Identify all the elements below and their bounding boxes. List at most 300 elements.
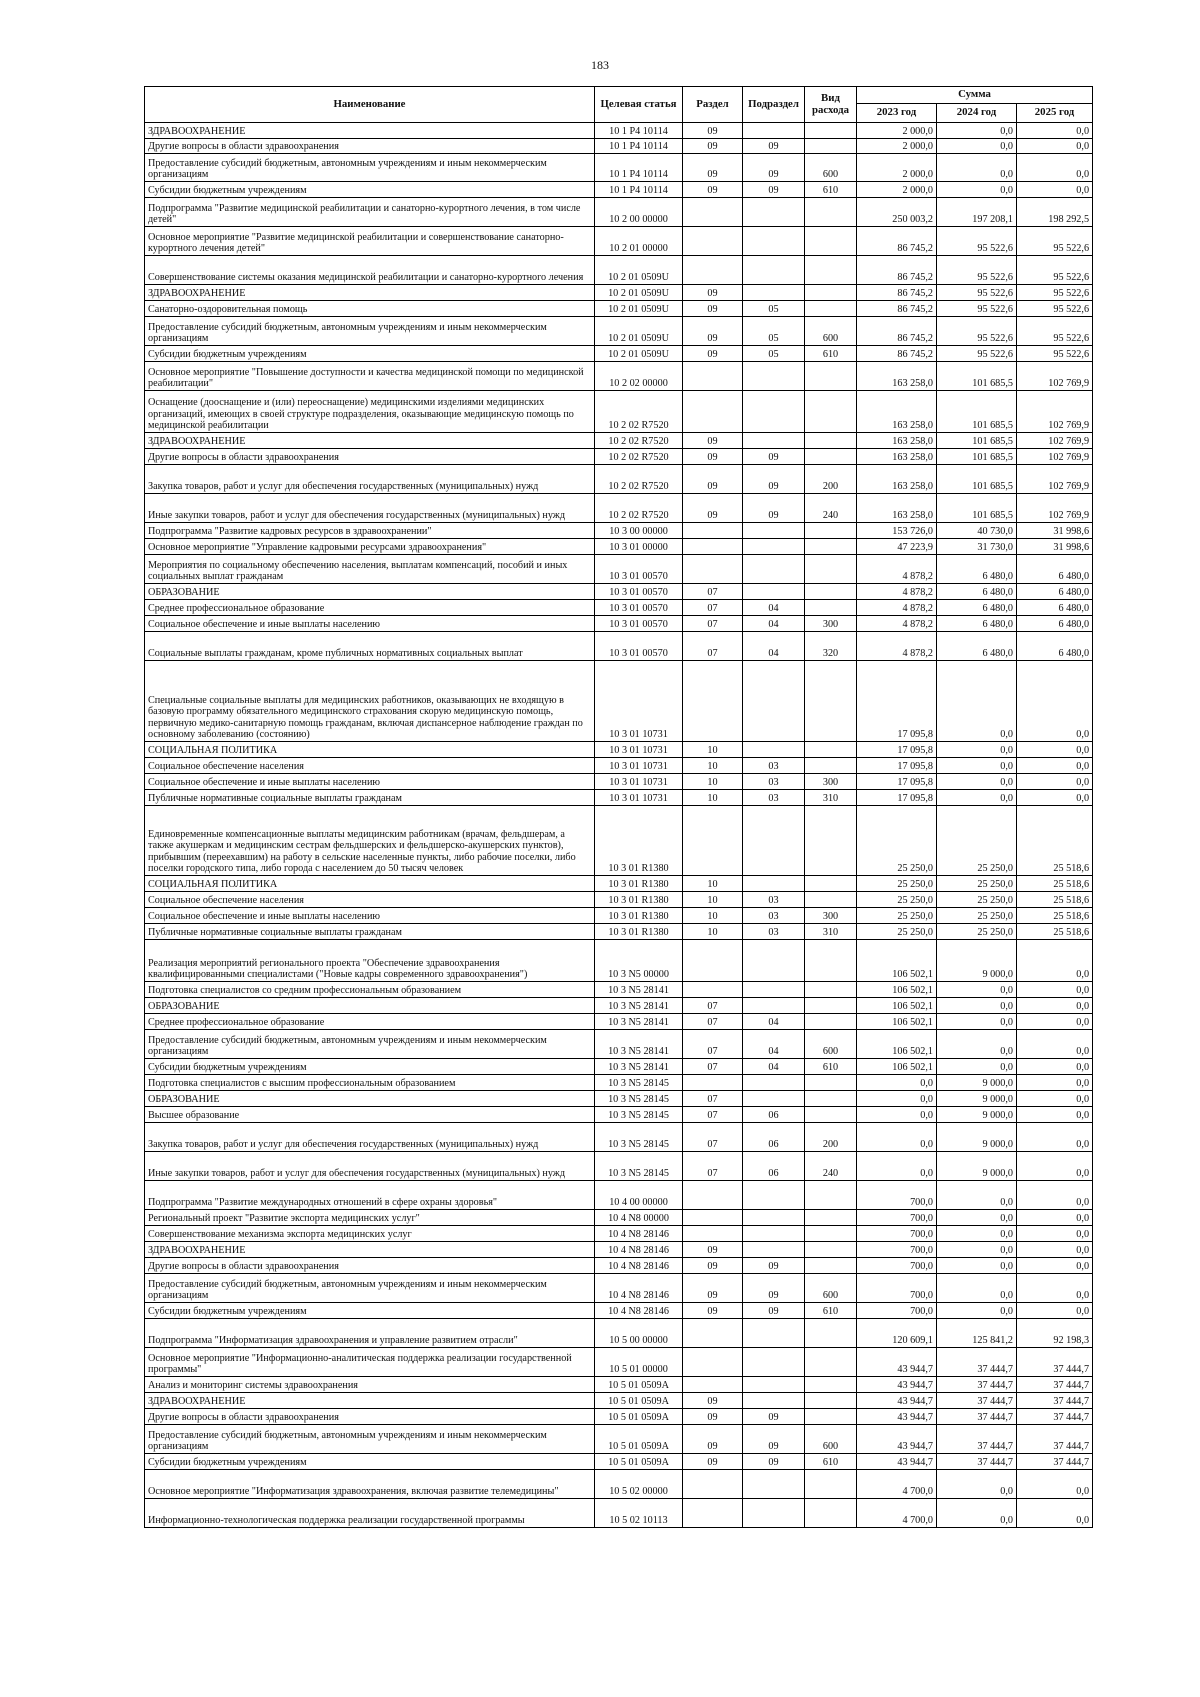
table-row — [145, 1409, 1093, 1425]
table-row — [145, 433, 1093, 449]
cell-name: Основное мероприятие "Развитие медицинской реабилитации и совершенствование санаторно-курортного лечения детей" — [145, 227, 595, 256]
cell-2025: 6 480,0 — [1017, 555, 1093, 584]
cell-code: 10 5 02 10113 — [595, 1499, 683, 1528]
cell-2023: 106 502,1 — [857, 982, 937, 998]
cell-2024: 0,0 — [937, 774, 1017, 790]
cell-2025: 37 444,7 — [1017, 1377, 1093, 1393]
cell-section: 09 — [683, 123, 743, 139]
cell-section: 10 — [683, 758, 743, 774]
table-row — [145, 1075, 1093, 1091]
cell-subsection — [743, 1348, 805, 1377]
cell-subsection: 03 — [743, 908, 805, 924]
cell-2025: 25 518,6 — [1017, 806, 1093, 876]
cell-2025: 102 769,9 — [1017, 433, 1093, 449]
header-2024: 2024 год — [937, 104, 1017, 123]
cell-2024: 25 250,0 — [937, 806, 1017, 876]
cell-2025: 25 518,6 — [1017, 876, 1093, 892]
cell-name: СОЦИАЛЬНАЯ ПОЛИТИКА — [145, 742, 595, 758]
cell-section — [683, 555, 743, 584]
cell-2024: 0,0 — [937, 123, 1017, 139]
cell-2024: 25 250,0 — [937, 876, 1017, 892]
table-row — [145, 758, 1093, 774]
cell-2023: 47 223,9 — [857, 539, 937, 555]
cell-code: 10 3 01 10731 — [595, 790, 683, 806]
header-kind: Вид расхода — [805, 87, 857, 123]
cell-2024: 37 444,7 — [937, 1425, 1017, 1454]
cell-2023: 25 250,0 — [857, 806, 937, 876]
cell-name: ЗДРАВООХРАНЕНИЕ — [145, 1393, 595, 1409]
cell-name: ЗДРАВООХРАНЕНИЕ — [145, 123, 595, 139]
cell-subsection — [743, 391, 805, 433]
cell-section: 09 — [683, 154, 743, 182]
cell-name: Высшее образование — [145, 1107, 595, 1123]
cell-subsection — [743, 1091, 805, 1107]
table-row — [145, 1425, 1093, 1454]
cell-code: 10 4 N8 28146 — [595, 1303, 683, 1319]
table-row — [145, 1091, 1093, 1107]
cell-2024: 6 480,0 — [937, 600, 1017, 616]
cell-name: ОБРАЗОВАНИЕ — [145, 1091, 595, 1107]
cell-2025: 0,0 — [1017, 758, 1093, 774]
cell-name: Среднее профессиональное образование — [145, 600, 595, 616]
cell-2023: 106 502,1 — [857, 1030, 937, 1059]
cell-section: 07 — [683, 1059, 743, 1075]
cell-2023: 4 700,0 — [857, 1470, 937, 1499]
table-row — [145, 1348, 1093, 1377]
cell-2025: 0,0 — [1017, 1014, 1093, 1030]
cell-section: 07 — [683, 1123, 743, 1152]
cell-2023: 4 878,2 — [857, 600, 937, 616]
table-row — [145, 584, 1093, 600]
cell-section: 07 — [683, 1152, 743, 1181]
cell-code: 10 3 01 00570 — [595, 600, 683, 616]
cell-section: 10 — [683, 876, 743, 892]
cell-code: 10 3 N5 00000 — [595, 940, 683, 982]
cell-2024: 95 522,6 — [937, 346, 1017, 362]
cell-2025: 0,0 — [1017, 790, 1093, 806]
cell-section — [683, 1348, 743, 1377]
cell-code: 10 5 02 00000 — [595, 1470, 683, 1499]
cell-section — [683, 391, 743, 433]
table-row — [145, 1226, 1093, 1242]
cell-subsection: 04 — [743, 632, 805, 661]
cell-subsection — [743, 362, 805, 391]
cell-code: 10 5 00 00000 — [595, 1319, 683, 1348]
cell-kind — [805, 362, 857, 391]
cell-kind — [805, 998, 857, 1014]
cell-2023: 25 250,0 — [857, 924, 937, 940]
cell-kind — [805, 539, 857, 555]
cell-subsection: 09 — [743, 1258, 805, 1274]
table-row — [145, 1274, 1093, 1303]
cell-name: ЗДРАВООХРАНЕНИЕ — [145, 285, 595, 301]
cell-subsection — [743, 1181, 805, 1210]
table-row — [145, 494, 1093, 523]
cell-2023: 17 095,8 — [857, 790, 937, 806]
cell-section — [683, 661, 743, 742]
cell-name: Субсидии бюджетным учреждениям — [145, 346, 595, 362]
cell-2024: 9 000,0 — [937, 1075, 1017, 1091]
cell-2025: 95 522,6 — [1017, 227, 1093, 256]
cell-2025: 0,0 — [1017, 1123, 1093, 1152]
cell-2024: 9 000,0 — [937, 1123, 1017, 1152]
cell-kind: 600 — [805, 1030, 857, 1059]
cell-2024: 31 730,0 — [937, 539, 1017, 555]
cell-2024: 101 685,5 — [937, 433, 1017, 449]
cell-code: 10 3 N5 28141 — [595, 982, 683, 998]
table-row — [145, 139, 1093, 154]
cell-subsection — [743, 584, 805, 600]
cell-2025: 0,0 — [1017, 998, 1093, 1014]
cell-code: 10 3 01 R1380 — [595, 806, 683, 876]
cell-2024: 95 522,6 — [937, 301, 1017, 317]
cell-2024: 0,0 — [937, 1181, 1017, 1210]
cell-kind — [805, 1499, 857, 1528]
cell-2025: 95 522,6 — [1017, 301, 1093, 317]
cell-code: 10 3 N5 28141 — [595, 1030, 683, 1059]
cell-subsection: 03 — [743, 924, 805, 940]
cell-2024: 40 730,0 — [937, 523, 1017, 539]
cell-name: Специальные социальные выплаты для медицинских работников, оказывающих не входящую в базовую программу обязательного медицинского страхования скорую медицинскую помощь, первичную медико-санитарную помощь гражданам, включая диспансерное наблюдение граждан по основному заболеванию (состоянию) — [145, 661, 595, 742]
cell-2024: 0,0 — [937, 661, 1017, 742]
cell-kind — [805, 285, 857, 301]
cell-2025: 0,0 — [1017, 1059, 1093, 1075]
cell-2024: 37 444,7 — [937, 1409, 1017, 1425]
cell-2025: 0,0 — [1017, 742, 1093, 758]
cell-subsection: 09 — [743, 494, 805, 523]
cell-name: Подготовка специалистов со средним профессиональным образованием — [145, 982, 595, 998]
cell-subsection — [743, 285, 805, 301]
cell-subsection: 05 — [743, 346, 805, 362]
cell-subsection: 09 — [743, 1274, 805, 1303]
cell-2023: 4 878,2 — [857, 632, 937, 661]
cell-section — [683, 523, 743, 539]
cell-2023: 700,0 — [857, 1226, 937, 1242]
cell-section — [683, 1470, 743, 1499]
cell-name: Реализация мероприятий регионального проекта "Обеспечение здравоохранения квалифицированными специалистами ("Новые кадры современного здравоохранения") — [145, 940, 595, 982]
cell-2025: 0,0 — [1017, 940, 1093, 982]
table-row — [145, 1303, 1093, 1319]
cell-2023: 4 878,2 — [857, 555, 937, 584]
cell-code: 10 5 01 00000 — [595, 1348, 683, 1377]
cell-kind: 240 — [805, 1152, 857, 1181]
cell-name: Социальное обеспечение населения — [145, 892, 595, 908]
cell-kind — [805, 892, 857, 908]
table-row — [145, 1454, 1093, 1470]
cell-subsection — [743, 523, 805, 539]
cell-2023: 4 700,0 — [857, 1499, 937, 1528]
table-row — [145, 924, 1093, 940]
cell-2024: 6 480,0 — [937, 616, 1017, 632]
cell-name: Среднее профессиональное образование — [145, 1014, 595, 1030]
cell-2025: 0,0 — [1017, 123, 1093, 139]
cell-2025: 0,0 — [1017, 1258, 1093, 1274]
cell-section: 07 — [683, 600, 743, 616]
table-row — [145, 154, 1093, 182]
cell-name: Оснащение (дооснащение и (или) переоснащение) медицинскими изделиями медицинских организаций, имеющих в своей структуре подразделения, оказывающие медицинскую помощь по медицинской реабилитации — [145, 391, 595, 433]
cell-kind: 610 — [805, 1303, 857, 1319]
cell-2024: 101 685,5 — [937, 494, 1017, 523]
cell-subsection — [743, 661, 805, 742]
table-row — [145, 1152, 1093, 1181]
cell-2024: 0,0 — [937, 1303, 1017, 1319]
cell-2024: 0,0 — [937, 1014, 1017, 1030]
cell-section: 07 — [683, 1091, 743, 1107]
table-row — [145, 616, 1093, 632]
table-row — [145, 1123, 1093, 1152]
cell-section: 09 — [683, 301, 743, 317]
cell-code: 10 1 P4 10114 — [595, 139, 683, 154]
cell-subsection — [743, 1499, 805, 1528]
page-number: 183 — [591, 58, 609, 72]
cell-section: 09 — [683, 285, 743, 301]
table-row — [145, 1107, 1093, 1123]
cell-2025: 0,0 — [1017, 1210, 1093, 1226]
table-row — [145, 742, 1093, 758]
cell-2024: 37 444,7 — [937, 1454, 1017, 1470]
cell-subsection — [743, 1470, 805, 1499]
header-name: Наименование — [145, 87, 595, 123]
cell-2024: 95 522,6 — [937, 317, 1017, 346]
cell-subsection — [743, 1210, 805, 1226]
cell-name: Другие вопросы в области здравоохранения — [145, 139, 595, 154]
cell-2023: 0,0 — [857, 1123, 937, 1152]
cell-kind: 320 — [805, 632, 857, 661]
cell-2025: 102 769,9 — [1017, 449, 1093, 465]
table-row — [145, 1030, 1093, 1059]
cell-2025: 0,0 — [1017, 154, 1093, 182]
cell-2024: 25 250,0 — [937, 924, 1017, 940]
cell-2023: 17 095,8 — [857, 758, 937, 774]
cell-section: 09 — [683, 1393, 743, 1409]
cell-kind — [805, 449, 857, 465]
cell-code: 10 3 N5 28141 — [595, 1059, 683, 1075]
cell-code: 10 2 02 R7520 — [595, 433, 683, 449]
cell-subsection: 05 — [743, 317, 805, 346]
cell-2023: 86 745,2 — [857, 285, 937, 301]
cell-code: 10 3 N5 28145 — [595, 1075, 683, 1091]
cell-2023: 106 502,1 — [857, 1059, 937, 1075]
cell-2025: 25 518,6 — [1017, 892, 1093, 908]
cell-2025: 0,0 — [1017, 1470, 1093, 1499]
cell-2024: 0,0 — [937, 790, 1017, 806]
table-row — [145, 285, 1093, 301]
cell-name: Закупка товаров, работ и услуг для обеспечения государственных (муниципальных) нужд — [145, 465, 595, 494]
cell-kind — [805, 227, 857, 256]
cell-subsection — [743, 433, 805, 449]
cell-subsection — [743, 1242, 805, 1258]
cell-subsection: 09 — [743, 154, 805, 182]
table-row — [145, 346, 1093, 362]
table-row — [145, 182, 1093, 198]
cell-subsection: 06 — [743, 1123, 805, 1152]
cell-subsection: 04 — [743, 1030, 805, 1059]
cell-kind — [805, 742, 857, 758]
cell-section: 09 — [683, 494, 743, 523]
cell-name: Иные закупки товаров, работ и услуг для обеспечения государственных (муниципальных) нужд — [145, 494, 595, 523]
cell-section — [683, 256, 743, 285]
cell-2023: 25 250,0 — [857, 876, 937, 892]
cell-2025: 0,0 — [1017, 1075, 1093, 1091]
cell-2025: 0,0 — [1017, 182, 1093, 198]
table-row — [145, 982, 1093, 998]
cell-2023: 163 258,0 — [857, 391, 937, 433]
cell-2024: 6 480,0 — [937, 555, 1017, 584]
cell-kind — [805, 256, 857, 285]
cell-kind — [805, 123, 857, 139]
cell-2023: 106 502,1 — [857, 940, 937, 982]
cell-2024: 0,0 — [937, 1210, 1017, 1226]
cell-kind — [805, 1319, 857, 1348]
table-row — [145, 1393, 1093, 1409]
cell-section: 10 — [683, 892, 743, 908]
cell-2025: 0,0 — [1017, 661, 1093, 742]
table-row — [145, 1181, 1093, 1210]
cell-2024: 101 685,5 — [937, 362, 1017, 391]
cell-code: 10 4 00 00000 — [595, 1181, 683, 1210]
cell-2023: 700,0 — [857, 1181, 937, 1210]
cell-2023: 700,0 — [857, 1303, 937, 1319]
cell-subsection — [743, 998, 805, 1014]
cell-kind: 310 — [805, 790, 857, 806]
cell-section: 09 — [683, 182, 743, 198]
cell-name: ЗДРАВООХРАНЕНИЕ — [145, 433, 595, 449]
cell-section: 07 — [683, 616, 743, 632]
cell-subsection: 09 — [743, 139, 805, 154]
cell-code: 10 2 02 R7520 — [595, 391, 683, 433]
cell-2024: 25 250,0 — [937, 892, 1017, 908]
cell-code: 10 4 N8 28146 — [595, 1242, 683, 1258]
cell-2023: 163 258,0 — [857, 433, 937, 449]
cell-2023: 86 745,2 — [857, 317, 937, 346]
cell-section: 07 — [683, 632, 743, 661]
cell-code: 10 3 N5 28145 — [595, 1123, 683, 1152]
cell-name: Предоставление субсидий бюджетным, автономным учреждениям и иным некоммерческим организациям — [145, 317, 595, 346]
cell-2023: 106 502,1 — [857, 998, 937, 1014]
cell-section: 09 — [683, 1425, 743, 1454]
cell-name: Мероприятия по социальному обеспечению населения, выплатам компенсаций, пособий и иных социальных выплат гражданам — [145, 555, 595, 584]
table-row — [145, 198, 1093, 227]
cell-2023: 43 944,7 — [857, 1377, 937, 1393]
cell-2023: 86 745,2 — [857, 301, 937, 317]
table-row — [145, 1242, 1093, 1258]
cell-kind — [805, 940, 857, 982]
cell-2025: 102 769,9 — [1017, 391, 1093, 433]
cell-kind — [805, 1210, 857, 1226]
cell-code: 10 2 01 0509U — [595, 256, 683, 285]
cell-subsection — [743, 123, 805, 139]
cell-2025: 198 292,5 — [1017, 198, 1093, 227]
cell-2025: 37 444,7 — [1017, 1454, 1093, 1470]
cell-2024: 0,0 — [937, 742, 1017, 758]
cell-kind: 610 — [805, 1059, 857, 1075]
cell-section — [683, 1319, 743, 1348]
cell-kind — [805, 1075, 857, 1091]
cell-code: 10 3 01 R1380 — [595, 924, 683, 940]
cell-section — [683, 227, 743, 256]
header-section: Раздел — [683, 87, 743, 123]
cell-name: Публичные нормативные социальные выплаты гражданам — [145, 924, 595, 940]
table-row — [145, 632, 1093, 661]
cell-section — [683, 539, 743, 555]
table-row — [145, 790, 1093, 806]
header-2023: 2023 год — [857, 104, 937, 123]
cell-kind — [805, 1226, 857, 1242]
cell-code: 10 2 01 0509U — [595, 317, 683, 346]
cell-subsection: 09 — [743, 1454, 805, 1470]
header-subsection: Подраздел — [743, 87, 805, 123]
cell-section: 09 — [683, 1454, 743, 1470]
cell-name: Совершенствование механизма экспорта медицинских услуг — [145, 1226, 595, 1242]
cell-name: Предоставление субсидий бюджетным, автономным учреждениям и иным некоммерческим организациям — [145, 1030, 595, 1059]
header-sum: Сумма — [857, 87, 1093, 104]
cell-2023: 106 502,1 — [857, 1014, 937, 1030]
cell-kind — [805, 523, 857, 539]
cell-kind — [805, 876, 857, 892]
cell-2024: 0,0 — [937, 1470, 1017, 1499]
cell-section: 09 — [683, 1242, 743, 1258]
cell-code: 10 3 01 00570 — [595, 616, 683, 632]
cell-section: 10 — [683, 908, 743, 924]
cell-kind: 300 — [805, 616, 857, 632]
cell-2025: 92 198,3 — [1017, 1319, 1093, 1348]
cell-2024: 95 522,6 — [937, 227, 1017, 256]
cell-kind — [805, 1242, 857, 1258]
cell-name: Анализ и мониторинг системы здравоохранения — [145, 1377, 595, 1393]
cell-2024: 197 208,1 — [937, 198, 1017, 227]
table-row — [145, 1210, 1093, 1226]
cell-subsection: 06 — [743, 1152, 805, 1181]
cell-2023: 700,0 — [857, 1242, 937, 1258]
cell-2024: 9 000,0 — [937, 1107, 1017, 1123]
cell-2025: 0,0 — [1017, 1499, 1093, 1528]
table-row — [145, 892, 1093, 908]
table-row — [145, 465, 1093, 494]
table-row — [145, 806, 1093, 876]
cell-subsection — [743, 982, 805, 998]
cell-kind — [805, 1377, 857, 1393]
cell-name: Подпрограмма "Развитие кадровых ресурсов в здравоохранении" — [145, 523, 595, 539]
cell-subsection: 03 — [743, 892, 805, 908]
cell-2025: 37 444,7 — [1017, 1348, 1093, 1377]
table-row — [145, 539, 1093, 555]
cell-section: 07 — [683, 1107, 743, 1123]
table-row — [145, 391, 1093, 433]
cell-subsection — [743, 1393, 805, 1409]
cell-subsection: 03 — [743, 790, 805, 806]
cell-2024: 37 444,7 — [937, 1348, 1017, 1377]
cell-section: 10 — [683, 924, 743, 940]
cell-subsection: 04 — [743, 600, 805, 616]
cell-2024: 0,0 — [937, 182, 1017, 198]
table-row — [145, 123, 1093, 139]
cell-name: ОБРАЗОВАНИЕ — [145, 584, 595, 600]
cell-code: 10 4 N8 00000 — [595, 1210, 683, 1226]
cell-2025: 0,0 — [1017, 1274, 1093, 1303]
cell-name: Подпрограмма "Информатизация здравоохранения и управление развитием отрасли" — [145, 1319, 595, 1348]
cell-subsection — [743, 1319, 805, 1348]
cell-2024: 0,0 — [937, 1059, 1017, 1075]
cell-code: 10 4 N8 28146 — [595, 1226, 683, 1242]
table-row — [145, 1470, 1093, 1499]
cell-name: Основное мероприятие "Повышение доступности и качества медицинской помощи по медицинской реабилитации" — [145, 362, 595, 391]
table-row — [145, 1059, 1093, 1075]
cell-section: 07 — [683, 584, 743, 600]
cell-name: Подготовка специалистов с высшим профессиональным образованием — [145, 1075, 595, 1091]
cell-2023: 17 095,8 — [857, 742, 937, 758]
cell-subsection: 09 — [743, 182, 805, 198]
cell-name: Предоставление субсидий бюджетным, автономным учреждениям и иным некоммерческим организациям — [145, 154, 595, 182]
